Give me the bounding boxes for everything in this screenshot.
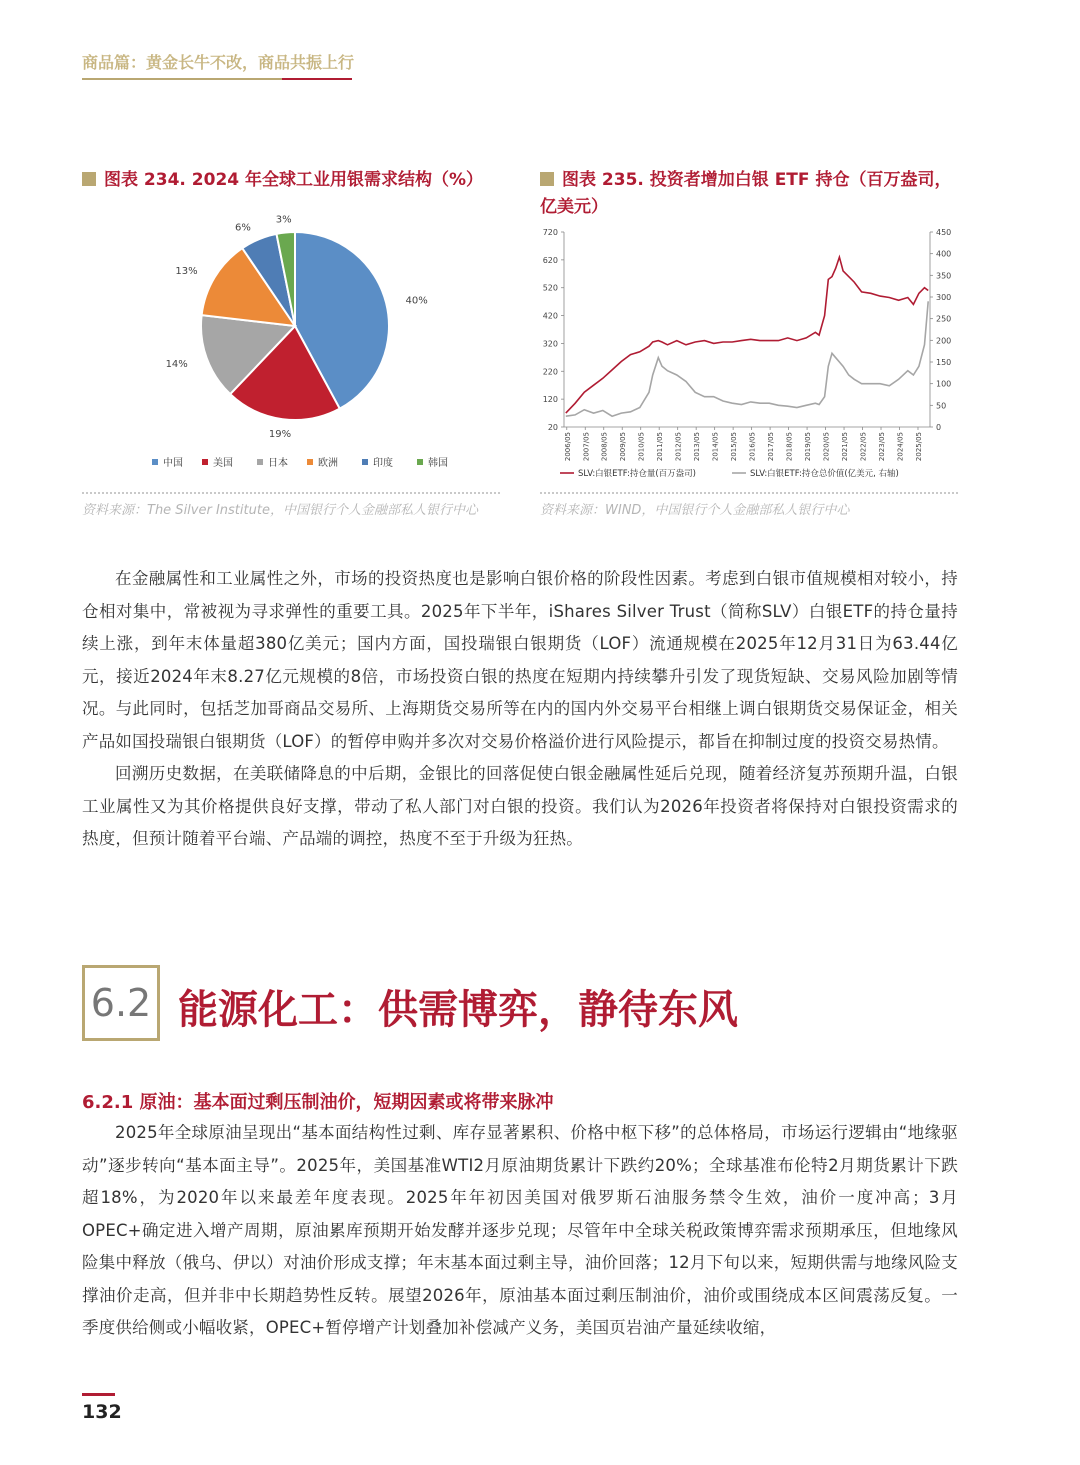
x-tick-label: 2023/05: [878, 432, 887, 462]
figure-source-left: 资料来源：The Silver Institute，中国银行个人金融部私人银行中心: [82, 503, 478, 518]
figure-title-left: [82, 167, 512, 194]
legend-swatch: [307, 459, 313, 465]
title-marker-icon: [540, 172, 554, 186]
y-tick-label-right: 50: [936, 401, 947, 411]
x-tick-label: 2009/05: [619, 432, 628, 462]
y-tick-label-left: 420: [542, 311, 558, 321]
x-tick-label: 2016/05: [748, 432, 757, 462]
x-tick-label: 2012/05: [674, 432, 683, 462]
header-rule: [82, 78, 282, 80]
y-tick-label-left: 720: [542, 228, 558, 237]
y-tick-label-right: 0: [936, 423, 942, 432]
pie-chart: [82, 200, 522, 485]
pie-data-label: 6%: [235, 222, 251, 234]
x-tick-label: 2025/05: [914, 432, 923, 462]
divider: [540, 492, 958, 494]
x-tick-label: 2007/05: [582, 432, 591, 462]
y-tick-label-right: 150: [936, 358, 952, 367]
legend-swatch: [417, 459, 423, 465]
x-tick-label: 2015/05: [730, 432, 739, 462]
x-tick-label: 2010/05: [637, 432, 646, 462]
paragraph: 2025年全球原油呈现出“基本面结构性过剩、库存显著累积、价格中枢下移”的总体格局，市场运行逻辑由“地缘驱动”逐步转向“基本面主导”。2025年，美国基准WTI2月原油期货累计下跌约20%；全球基准布伦特2月期货累计下跌超18%，为2020年以来最差年度表现。2025年年初因美国对俄罗斯石油服务禁令生效，油价一度冲高；3月OPEC+确定进入增产周期，原油累库预期开始发酵并逐步兑现；尽管年中全球关税政策博弈需求预期承压，但地缘风险集中释放（俄乌、伊以）对油价形成支撑；年末基本面过剩主导，油价回落；12月下旬以来，短期供需与地缘风险支撑油价走高，但并非中长期趋势性反转。展望2026年，原油基本面过剩压制油价，油价或围绕成本区间震荡反复。一季度供给侧或小幅收紧，OPEC+暂停增产计划叠加补偿减产义务，美国页岩油产量延续收缩，: [82, 1123, 958, 1337]
x-tick-label: 2020/05: [822, 432, 831, 462]
x-tick-label: 2006/05: [563, 432, 572, 462]
figure-title-right: [540, 167, 970, 221]
y-tick-label-left: 220: [542, 367, 558, 377]
y-tick-label-right: 250: [936, 314, 952, 324]
section-title: 能源化工：供需博弈，静待东风: [178, 987, 738, 1033]
series-line-1: [566, 301, 928, 416]
pie-chart-container: [82, 200, 522, 485]
legend-swatch: [362, 459, 368, 465]
pie-data-label: 14%: [165, 358, 188, 370]
y-tick-label-left: 520: [542, 283, 558, 293]
running-header: 商品篇：黄金长牛不改，商品共振上行: [82, 53, 355, 72]
body-text-b: [82, 1117, 958, 1345]
legend-label: 日本: [268, 458, 288, 469]
figure-title-left-text: 图表 234. 2024 年全球工业用银需求结构（%）: [104, 170, 484, 190]
pie-data-label: 40%: [405, 295, 428, 307]
pie-data-label: 3%: [275, 214, 292, 226]
legend-swatch: [257, 459, 263, 465]
legend-label: 中国: [163, 458, 183, 469]
legend-label: 欧洲: [318, 458, 338, 469]
pie-data-label: 19%: [268, 429, 292, 441]
legend-label: 美国: [213, 458, 233, 469]
header-rule-accent: [282, 78, 352, 80]
y-tick-label-left: 120: [542, 395, 558, 405]
legend-swatch: [202, 459, 208, 465]
y-tick-label-left: 320: [542, 339, 558, 349]
x-tick-label: 2014/05: [711, 432, 720, 462]
paragraph: 在金融属性和工业属性之外，市场的投资热度也是影响白银价格的阶段性因素。考虑到白银市值规模相对较小，持仓相对集中，常被视为寻求弹性的重要工具。2025年下半年，iShares Silver Trust（简称SLV）白银ETF的持仓量持续上涨，到年末体量超380亿美元；国内方面，国投瑞银白银期货（LOF）流通规模在2025年12月31日为63.44亿元，接近2024年末8.27亿元规模的8倍，市场投资白银的热度在短期内持续攀升引发了现货短缺、交易风险加剧等情况。与此同时，包括芝加哥商品交易所、上海期货交易所等在内的国内外交易平台相继上调白银期货交易保证金，相关产品如国投瑞银白银期货（LOF）的暂停申购并多次对交易价格溢价进行风险提示，都旨在抑制过度的投资交易热情。: [82, 569, 958, 751]
x-tick-label: 2018/05: [785, 432, 794, 462]
figure-source-right: 资料来源：WIND，中国银行个人金融部私人银行中心: [540, 503, 850, 518]
y-tick-label-right: 200: [936, 336, 952, 346]
y-tick-label-right: 300: [936, 293, 952, 302]
figure-title-right-line2: 亿美元）: [540, 197, 608, 217]
y-tick-label-right: 350: [936, 271, 952, 281]
y-tick-label-right: 450: [936, 228, 952, 237]
line-chart: [530, 222, 970, 484]
series-line-0: [566, 257, 928, 413]
x-tick-label: 2024/05: [896, 432, 905, 462]
y-tick-label-right: 400: [936, 249, 952, 259]
y-tick-label-right: 100: [936, 379, 952, 389]
title-marker-icon: [82, 172, 96, 186]
y-tick-label-left: 620: [542, 255, 558, 265]
x-tick-label: 2019/05: [804, 432, 813, 462]
subsection-title: 6.2.1 原油：基本面过剩压制油价，短期因素或将带来脉冲: [82, 1092, 554, 1113]
x-tick-label: 2017/05: [767, 432, 776, 462]
footer-rule: [82, 1393, 115, 1396]
pie-data-label: 13%: [175, 266, 198, 277]
y-tick-label-left: 20: [547, 423, 558, 432]
legend-label: 印度: [373, 458, 393, 469]
legend-label: SLV:白银ETF:持仓量(百万盎司): [578, 469, 696, 479]
legend-swatch: [152, 459, 158, 465]
x-tick-label: 2021/05: [841, 432, 850, 462]
x-tick-label: 2013/05: [693, 432, 702, 462]
page-number: 132: [82, 1401, 122, 1423]
figure-title-right-line1: 图表 235. 投资者增加白银 ETF 持仓（百万盎司，: [562, 170, 952, 190]
section-number: 6.2: [82, 965, 160, 1041]
legend-label: 韩国: [428, 458, 448, 469]
x-tick-label: 2022/05: [859, 432, 868, 462]
body-text-a: [82, 563, 958, 856]
x-tick-label: 2011/05: [656, 432, 665, 462]
paragraph: 回溯历史数据，在美联储降息的中后期，金银比的回落促使白银金融属性延后兑现，随着经济复苏预期升温，白银工业属性又为其价格提供良好支撑，带动了私人部门对白银的投资。我们认为2026年投资者将保持对白银投资需求的热度，但预计随着平台端、产品端的调控，热度不至于升级为狂热。: [82, 764, 958, 848]
x-tick-label: 2008/05: [600, 432, 609, 462]
line-chart-container: [530, 222, 970, 484]
legend-label: SLV:白银ETF:持仓总价值(亿美元, 右轴): [750, 469, 899, 479]
divider: [82, 492, 500, 494]
